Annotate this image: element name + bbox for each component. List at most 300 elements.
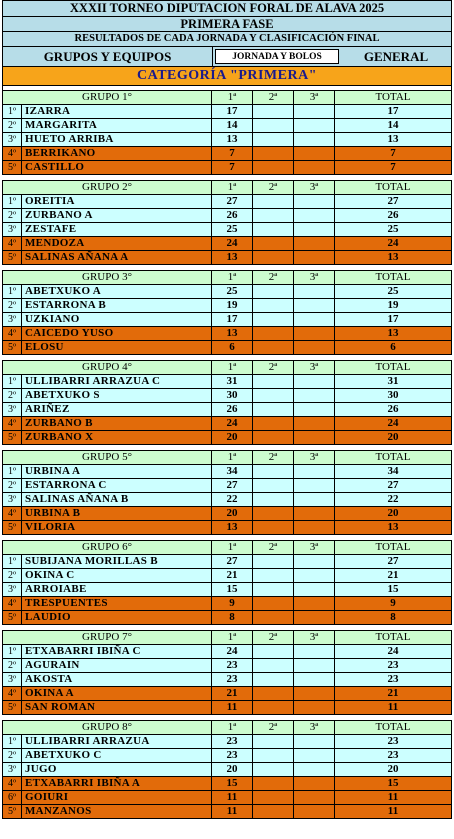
team-row (3, 479, 452, 493)
jornada-2-cell (253, 569, 294, 583)
team-name-cell: VILORIA (22, 521, 212, 535)
team-name-cell: MANZANOS (22, 805, 212, 819)
team-row (3, 465, 452, 479)
team-name-cell: ABETXUKO S (22, 389, 212, 403)
position-cell: 5º (3, 431, 22, 445)
total-header: TOTAL (335, 181, 452, 195)
team-row (3, 493, 452, 507)
group-header-row (3, 631, 452, 645)
team-row (3, 299, 452, 313)
group-table (2, 630, 452, 715)
jornada-3-header: 3ª (294, 541, 335, 555)
jornada-1-header: 1ª (212, 631, 253, 645)
team-name-cell: ESTARRONA C (22, 479, 212, 493)
jornada-2-cell (253, 161, 294, 175)
jornada-2-cell (253, 147, 294, 161)
jornada-1-cell: 20 (212, 763, 253, 777)
team-row (3, 687, 452, 701)
jornada-3-cell (294, 431, 335, 445)
position-cell: 4º (3, 327, 22, 341)
team-name-cell: ELOSU (22, 341, 212, 355)
group-table (2, 180, 452, 265)
team-row (3, 223, 452, 237)
jornada-3-cell (294, 119, 335, 133)
team-row (3, 195, 452, 209)
total-header: TOTAL (335, 451, 452, 465)
jornada-3-header: 3ª (294, 631, 335, 645)
jornada-1-cell: 6 (212, 341, 253, 355)
jornada-3-cell (294, 327, 335, 341)
jornada-1-cell: 13 (212, 251, 253, 265)
jornada-1-cell: 25 (212, 285, 253, 299)
jornada-3-cell (294, 701, 335, 715)
jornada-2-cell (253, 597, 294, 611)
team-row (3, 105, 452, 119)
total-cell: 24 (335, 237, 452, 251)
jornada-3-cell (294, 735, 335, 749)
team-row (3, 133, 452, 147)
total-cell: 21 (335, 569, 452, 583)
position-cell: 5º (3, 805, 22, 819)
position-cell: 2º (3, 209, 22, 223)
total-header: TOTAL (335, 631, 452, 645)
total-header: TOTAL (335, 721, 452, 735)
jornada-3-cell (294, 133, 335, 147)
team-row (3, 327, 452, 341)
team-row (3, 285, 452, 299)
jornada-1-cell: 26 (212, 403, 253, 417)
jornada-1-cell: 13 (212, 327, 253, 341)
team-row (3, 507, 452, 521)
jornada-3-cell (294, 417, 335, 431)
group-header-row (3, 451, 452, 465)
total-cell: 22 (335, 493, 452, 507)
group-name: GRUPO 2° (3, 181, 212, 195)
tournament-title: XXXII TORNEO DIPUTACION FORAL DE ALAVA 2025 (2, 0, 452, 17)
jornada-2-cell (253, 375, 294, 389)
team-row (3, 645, 452, 659)
total-header: TOTAL (335, 271, 452, 285)
jornada-3-cell (294, 209, 335, 223)
jornada-1-cell: 27 (212, 479, 253, 493)
total-header: TOTAL (335, 361, 452, 375)
team-row (3, 313, 452, 327)
column-header-row (2, 47, 452, 67)
position-cell: 5º (3, 251, 22, 265)
phase-title: PRIMERA FASE (2, 17, 452, 32)
position-cell: 1º (3, 645, 22, 659)
total-cell: 31 (335, 375, 452, 389)
jornada-3-cell (294, 611, 335, 625)
jornada-3-cell (294, 569, 335, 583)
jornada-3-cell (294, 479, 335, 493)
jornada-2-cell (253, 133, 294, 147)
jornada-3-cell (294, 285, 335, 299)
team-name-cell: SALINAS AÑANA A (22, 251, 212, 265)
jornada-3-cell (294, 659, 335, 673)
team-row (3, 417, 452, 431)
team-row (3, 431, 452, 445)
team-row (3, 119, 452, 133)
jornada-2-header: 2ª (253, 91, 294, 105)
total-cell: 9 (335, 597, 452, 611)
team-name-cell: URBINA B (22, 507, 212, 521)
jornada-1-header: 1ª (212, 91, 253, 105)
jornada-3-cell (294, 195, 335, 209)
jornada-2-cell (253, 493, 294, 507)
jornada-2-cell (253, 195, 294, 209)
total-header: TOTAL (335, 541, 452, 555)
group-header-row (3, 721, 452, 735)
total-cell: 27 (335, 479, 452, 493)
jornada-3-cell (294, 583, 335, 597)
position-cell: 1º (3, 375, 22, 389)
total-cell: 34 (335, 465, 452, 479)
position-cell: 4º (3, 777, 22, 791)
total-cell: 11 (335, 791, 452, 805)
team-row (3, 521, 452, 535)
jornada-2-cell (253, 417, 294, 431)
team-row (3, 375, 452, 389)
jornada-2-cell (253, 105, 294, 119)
total-cell: 13 (335, 133, 452, 147)
jornada-1-cell: 31 (212, 375, 253, 389)
jornada-2-header: 2ª (253, 361, 294, 375)
jornada-3-header: 3ª (294, 361, 335, 375)
jornada-1-cell: 7 (212, 147, 253, 161)
team-name-cell: MENDOZA (22, 237, 212, 251)
total-cell: 30 (335, 389, 452, 403)
team-name-cell: URBINA A (22, 465, 212, 479)
jornada-1-cell: 24 (212, 645, 253, 659)
team-row (3, 673, 452, 687)
team-row (3, 251, 452, 265)
jornada-3-cell (294, 161, 335, 175)
team-name-cell: CASTILLO (22, 161, 212, 175)
jornada-3-cell (294, 777, 335, 791)
total-cell: 23 (335, 749, 452, 763)
jornada-2-cell (253, 687, 294, 701)
total-cell: 25 (335, 223, 452, 237)
total-cell: 23 (335, 659, 452, 673)
groups-teams-header: GRUPOS Y EQUIPOS (3, 47, 213, 66)
team-name-cell: OREITIA (22, 195, 212, 209)
jornada-3-cell (294, 251, 335, 265)
total-cell: 20 (335, 507, 452, 521)
jornada-3-cell (294, 403, 335, 417)
jornada-2-cell (253, 479, 294, 493)
jornada-2-header: 2ª (253, 181, 294, 195)
total-cell: 11 (335, 805, 452, 819)
total-cell: 8 (335, 611, 452, 625)
jornada-3-header: 3ª (294, 181, 335, 195)
jornada-1-cell: 23 (212, 735, 253, 749)
jornada-1-cell: 22 (212, 493, 253, 507)
team-row (3, 791, 452, 805)
team-row (3, 777, 452, 791)
results-subtitle: RESULTADOS DE CADA JORNADA Y CLASIFICACIÓN FINAL (2, 32, 452, 47)
total-cell: 15 (335, 583, 452, 597)
group-header-row (3, 181, 452, 195)
jornada-2-cell (253, 659, 294, 673)
total-cell: 27 (335, 195, 452, 209)
results-sheet (2, 0, 452, 819)
jornada-bolos-header: JORNADA Y BOLOS (215, 49, 339, 64)
team-row (3, 611, 452, 625)
jornada-2-cell (253, 749, 294, 763)
jornada-3-cell (294, 555, 335, 569)
team-row (3, 569, 452, 583)
jornada-1-cell: 11 (212, 805, 253, 819)
position-cell: 1º (3, 735, 22, 749)
jornada-1-header: 1ª (212, 361, 253, 375)
total-cell: 6 (335, 341, 452, 355)
position-cell: 1º (3, 105, 22, 119)
team-row (3, 237, 452, 251)
team-name-cell: ESTARRONA B (22, 299, 212, 313)
jornada-2-cell (253, 701, 294, 715)
jornada-1-cell: 21 (212, 687, 253, 701)
team-name-cell: ULLIBARRI ARRAZUA (22, 735, 212, 749)
position-cell: 5º (3, 161, 22, 175)
group-name: GRUPO 5° (3, 451, 212, 465)
jornada-2-cell (253, 403, 294, 417)
jornada-1-cell: 8 (212, 611, 253, 625)
team-row (3, 389, 452, 403)
jornada-3-cell (294, 749, 335, 763)
group-header-row (3, 541, 452, 555)
team-name-cell: ABETXUKO C (22, 749, 212, 763)
group-name: GRUPO 4° (3, 361, 212, 375)
group-header-row (3, 91, 452, 105)
team-name-cell: SALINAS AÑANA B (22, 493, 212, 507)
total-cell: 17 (335, 313, 452, 327)
position-cell: 5º (3, 611, 22, 625)
position-cell: 5º (3, 701, 22, 715)
jornada-3-cell (294, 805, 335, 819)
total-cell: 14 (335, 119, 452, 133)
total-header: TOTAL (335, 91, 452, 105)
position-cell: 1º (3, 285, 22, 299)
team-name-cell: ZESTAFE (22, 223, 212, 237)
total-cell: 19 (335, 299, 452, 313)
jornada-2-cell (253, 119, 294, 133)
position-cell: 4º (3, 147, 22, 161)
position-cell: 1º (3, 195, 22, 209)
team-name-cell: ZURBANO A (22, 209, 212, 223)
team-row (3, 749, 452, 763)
jornada-2-cell (253, 431, 294, 445)
jornada-2-cell (253, 237, 294, 251)
team-name-cell: ULLIBARRI ARRAZUA C (22, 375, 212, 389)
jornada-1-cell: 20 (212, 431, 253, 445)
jornada-2-header: 2ª (253, 721, 294, 735)
team-name-cell: ARIÑEZ (22, 403, 212, 417)
jornada-2-cell (253, 805, 294, 819)
jornada-1-cell: 23 (212, 749, 253, 763)
jornada-1-header: 1ª (212, 451, 253, 465)
position-cell: 1º (3, 555, 22, 569)
jornada-1-cell: 19 (212, 299, 253, 313)
jornada-1-cell: 27 (212, 195, 253, 209)
position-cell: 4º (3, 687, 22, 701)
position-cell: 3º (3, 223, 22, 237)
jornada-2-cell (253, 673, 294, 687)
group-name: GRUPO 7° (3, 631, 212, 645)
jornada-3-cell (294, 313, 335, 327)
category-banner: CATEGORÍA "PRIMERA" (2, 67, 452, 86)
position-cell: 3º (3, 763, 22, 777)
jornada-2-header: 2ª (253, 451, 294, 465)
jornada-3-cell (294, 493, 335, 507)
jornada-2-cell (253, 209, 294, 223)
position-cell: 6º (3, 791, 22, 805)
total-cell: 20 (335, 431, 452, 445)
jornada-3-cell (294, 375, 335, 389)
group-name: GRUPO 8° (3, 721, 212, 735)
total-cell: 7 (335, 161, 452, 175)
jornada-2-cell (253, 583, 294, 597)
jornada-2-cell (253, 341, 294, 355)
team-name-cell: ARROIABE (22, 583, 212, 597)
team-name-cell: GOIURI (22, 791, 212, 805)
jornada-3-header: 3ª (294, 271, 335, 285)
team-name-cell: BERRIKANO (22, 147, 212, 161)
jornada-1-header: 1ª (212, 541, 253, 555)
group-name: GRUPO 3° (3, 271, 212, 285)
jornada-2-cell (253, 611, 294, 625)
position-cell: 4º (3, 507, 22, 521)
team-name-cell: SUBIJANA MORILLAS B (22, 555, 212, 569)
total-cell: 26 (335, 209, 452, 223)
jornada-2-cell (253, 389, 294, 403)
total-cell: 13 (335, 251, 452, 265)
team-name-cell: SAN ROMAN (22, 701, 212, 715)
position-cell: 2º (3, 749, 22, 763)
position-cell: 4º (3, 597, 22, 611)
position-cell: 2º (3, 119, 22, 133)
jornada-2-header: 2ª (253, 541, 294, 555)
total-cell: 15 (335, 777, 452, 791)
position-cell: 1º (3, 465, 22, 479)
jornada-2-cell (253, 299, 294, 313)
jornada-3-cell (294, 237, 335, 251)
team-name-cell: MARGARITA (22, 119, 212, 133)
jornada-2-cell (253, 223, 294, 237)
position-cell: 3º (3, 493, 22, 507)
total-cell: 20 (335, 763, 452, 777)
jornada-3-cell (294, 147, 335, 161)
group-header-row (3, 361, 452, 375)
team-row (3, 763, 452, 777)
jornada-3-cell (294, 389, 335, 403)
position-cell: 3º (3, 673, 22, 687)
total-cell: 11 (335, 701, 452, 715)
team-row (3, 597, 452, 611)
jornada-1-cell: 7 (212, 161, 253, 175)
total-cell: 24 (335, 645, 452, 659)
position-cell: 3º (3, 583, 22, 597)
jornada-3-cell (294, 597, 335, 611)
position-cell: 2º (3, 569, 22, 583)
team-name-cell: ZURBANO B (22, 417, 212, 431)
team-name-cell: OKINA C (22, 569, 212, 583)
jornada-3-cell (294, 673, 335, 687)
group-name: GRUPO 6° (3, 541, 212, 555)
team-name-cell: JUGO (22, 763, 212, 777)
team-name-cell: LAUDIO (22, 611, 212, 625)
jornada-2-cell (253, 735, 294, 749)
general-header: GENERAL (363, 48, 429, 64)
team-row (3, 659, 452, 673)
team-name-cell: IZARRA (22, 105, 212, 119)
jornada-1-cell: 14 (212, 119, 253, 133)
jornada-3-cell (294, 791, 335, 805)
jornada-3-cell (294, 687, 335, 701)
team-row (3, 209, 452, 223)
jornada-2-header: 2ª (253, 271, 294, 285)
team-name-cell: AGURAIN (22, 659, 212, 673)
position-cell: 2º (3, 389, 22, 403)
jornada-1-cell: 15 (212, 777, 253, 791)
team-name-cell: ABETXUKO A (22, 285, 212, 299)
jornada-1-cell: 23 (212, 673, 253, 687)
jornada-1-cell: 11 (212, 791, 253, 805)
jornada-1-cell: 20 (212, 507, 253, 521)
jornada-1-cell: 15 (212, 583, 253, 597)
team-name-cell: TRESPUENTES (22, 597, 212, 611)
position-cell: 3º (3, 313, 22, 327)
jornada-3-cell (294, 341, 335, 355)
group-table (2, 270, 452, 355)
jornada-3-cell (294, 507, 335, 521)
jornada-3-cell (294, 299, 335, 313)
team-name-cell: UZKIANO (22, 313, 212, 327)
total-cell: 23 (335, 673, 452, 687)
position-cell: 4º (3, 417, 22, 431)
team-row (3, 805, 452, 819)
total-cell: 13 (335, 327, 452, 341)
jornada-3-cell (294, 763, 335, 777)
jornada-3-cell (294, 223, 335, 237)
jornada-1-cell: 13 (212, 521, 253, 535)
team-name-cell: AKOSTA (22, 673, 212, 687)
jornada-2-header: 2ª (253, 631, 294, 645)
jornada-1-cell: 17 (212, 105, 253, 119)
group-table (2, 540, 452, 625)
position-cell: 2º (3, 479, 22, 493)
position-cell: 5º (3, 521, 22, 535)
jornada-1-cell: 21 (212, 569, 253, 583)
position-cell: 5º (3, 341, 22, 355)
team-row (3, 555, 452, 569)
team-name-cell: OKINA A (22, 687, 212, 701)
jornada-1-cell: 34 (212, 465, 253, 479)
jornada-2-cell (253, 285, 294, 299)
jornada-1-cell: 11 (212, 701, 253, 715)
jornada-1-cell: 27 (212, 555, 253, 569)
team-name-cell: CAICEDO YUSO (22, 327, 212, 341)
jornada-2-cell (253, 763, 294, 777)
position-cell: 4º (3, 237, 22, 251)
jornada-1-header: 1ª (212, 181, 253, 195)
team-row (3, 403, 452, 417)
total-cell: 13 (335, 521, 452, 535)
group-table (2, 720, 452, 819)
team-row (3, 147, 452, 161)
jornada-1-header: 1ª (212, 721, 253, 735)
jornada-2-cell (253, 777, 294, 791)
